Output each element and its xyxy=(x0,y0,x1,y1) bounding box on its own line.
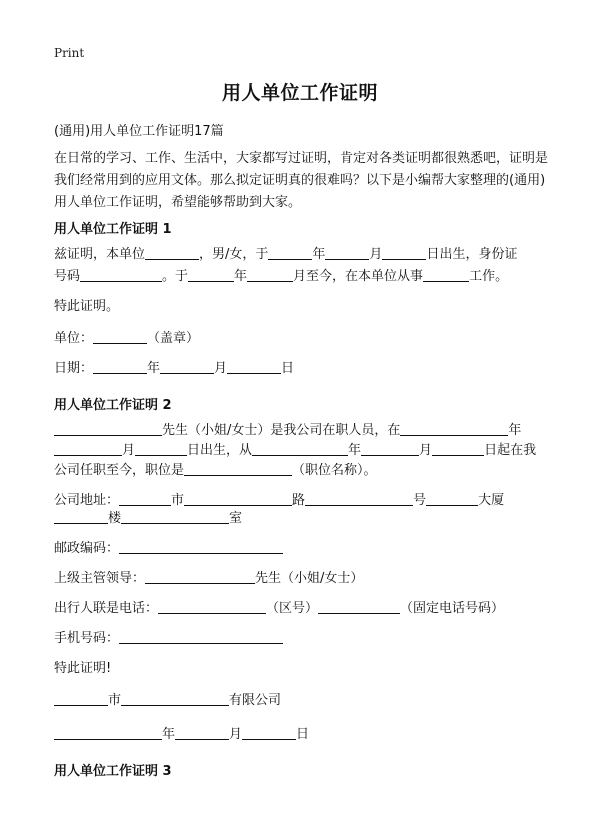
text: 大厦 xyxy=(478,493,505,508)
text: 手机号码： xyxy=(54,631,120,646)
fill-blank xyxy=(54,691,108,706)
text: 楼 xyxy=(108,511,122,526)
text: 年 xyxy=(162,727,176,742)
fill-blank xyxy=(184,461,292,476)
text: 室 xyxy=(229,511,243,526)
fill-blank xyxy=(93,359,147,374)
fill-blank xyxy=(432,441,484,456)
fill-blank xyxy=(227,359,281,374)
text: 日 xyxy=(281,361,295,376)
text: （区号） xyxy=(266,601,319,616)
section-2-postal xyxy=(54,538,283,560)
text: 号码 xyxy=(54,269,81,284)
text: 号 xyxy=(413,493,427,508)
section-2-company xyxy=(54,690,281,712)
text: 先生（小姐/女士） xyxy=(255,571,364,586)
text: 市 xyxy=(108,693,122,708)
fill-blank xyxy=(145,245,199,260)
section-1-line-1 xyxy=(54,244,517,266)
text: 工作。 xyxy=(469,269,509,284)
text: 月 xyxy=(122,443,136,458)
fill-blank xyxy=(242,725,296,740)
section-1-heading: 用人单位工作证明 1 xyxy=(54,222,172,237)
fill-blank xyxy=(247,267,293,282)
text: 兹证明，本单位 xyxy=(54,247,146,262)
document-subtitle: (通用)用人单位工作证明17篇 xyxy=(54,124,224,139)
text: 日出生，从 xyxy=(187,443,253,458)
text: 出行人联是电话： xyxy=(54,601,159,616)
fill-blank xyxy=(54,441,122,456)
text: 年 xyxy=(234,269,248,284)
section-1-line-2 xyxy=(54,266,508,288)
section-2-special: 特此证明! xyxy=(54,661,112,676)
fill-blank xyxy=(145,569,255,584)
fill-blank xyxy=(318,599,400,614)
print-label: Print xyxy=(54,46,85,60)
fill-blank xyxy=(80,267,162,282)
text: 路 xyxy=(292,493,306,508)
text: 先生（小姐/女士）是我公司在职人员，在 xyxy=(162,423,401,438)
text: 。于 xyxy=(162,269,189,284)
fill-blank xyxy=(119,629,283,644)
text: 年 xyxy=(348,443,362,458)
section-1-unit xyxy=(54,328,199,350)
fill-blank xyxy=(188,267,234,282)
text: 公司地址： xyxy=(54,493,120,508)
text: 上级主管领导： xyxy=(54,571,146,586)
fill-blank xyxy=(54,509,108,524)
text: 日 xyxy=(296,727,310,742)
text: 公司任职至今，职位是 xyxy=(54,463,185,478)
text: （盖章） xyxy=(147,331,200,346)
fill-blank xyxy=(252,441,348,456)
text: 月 xyxy=(214,361,228,376)
fill-blank xyxy=(423,267,469,282)
section-2-address-2 xyxy=(54,508,242,530)
text: 月 xyxy=(369,247,383,262)
fill-blank xyxy=(54,725,162,740)
fill-blank xyxy=(54,421,162,436)
fill-blank xyxy=(121,509,229,524)
section-2-mobile xyxy=(54,628,283,650)
section-2-date xyxy=(54,724,309,746)
section-2-line-1 xyxy=(54,420,521,442)
document-title: 用人单位工作证明 xyxy=(221,82,378,104)
text: ，男/女，于 xyxy=(199,247,269,262)
fill-blank xyxy=(268,245,312,260)
fill-blank xyxy=(361,441,419,456)
fill-blank xyxy=(119,539,283,554)
fill-blank xyxy=(305,491,413,506)
section-1-special: 特此证明。 xyxy=(54,299,120,314)
section-2-line-3 xyxy=(54,460,377,482)
fill-blank xyxy=(400,421,508,436)
text: 有限公司 xyxy=(229,693,282,708)
text: 月至今，在本单位从事 xyxy=(293,269,424,284)
text: 月 xyxy=(229,727,243,742)
text: 年 xyxy=(508,423,522,438)
text: 日起在我 xyxy=(484,443,537,458)
text: （职位名称）。 xyxy=(292,463,377,478)
text: 邮政编码： xyxy=(54,541,120,556)
fill-blank xyxy=(93,329,147,344)
fill-blank xyxy=(175,725,229,740)
text: 日出生，身份证 xyxy=(426,247,518,262)
section-2-heading: 用人单位工作证明 2 xyxy=(54,398,172,413)
fill-blank xyxy=(325,245,369,260)
text: 月 xyxy=(419,443,433,458)
intro-paragraph: 在日常的学习、工作、生活中，大家都写过证明，肯定对各类证明都很熟悉吧，证明是我们经常用到的应用文体。那么拟定证明真的很难吗？以下是小编帮大家整理的(通用)用人单位工作证明，希望能够帮助到大家。 xyxy=(54,151,549,210)
section-2-line-2 xyxy=(54,440,536,462)
text: 年 xyxy=(147,361,161,376)
fill-blank xyxy=(382,245,426,260)
text: 年 xyxy=(312,247,326,262)
fill-blank xyxy=(158,599,266,614)
text: （固定电话号码） xyxy=(400,601,505,616)
text: 单位： xyxy=(54,331,94,346)
fill-blank xyxy=(426,491,478,506)
fill-blank xyxy=(119,491,171,506)
section-2-leader xyxy=(54,568,363,590)
fill-blank xyxy=(135,441,187,456)
text: 日期： xyxy=(54,361,94,376)
section-1-date xyxy=(54,358,294,380)
text: 市 xyxy=(171,493,185,508)
section-2-phone xyxy=(54,598,504,620)
fill-blank xyxy=(184,491,292,506)
fill-blank xyxy=(121,691,229,706)
section-3-heading: 用人单位工作证明 3 xyxy=(54,764,172,779)
fill-blank xyxy=(160,359,214,374)
